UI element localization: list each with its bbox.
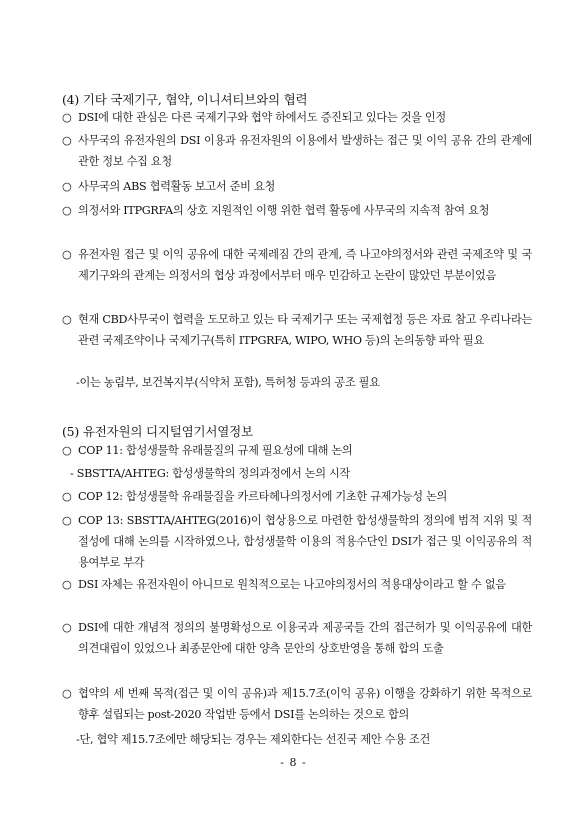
section-5-heading: (5) 유전자원의 디지털염기서열정보 xyxy=(62,424,253,439)
list-item-text: COP 11: 합성생물학 유래물질의 규제 필요성에 대해 논의 xyxy=(78,444,353,457)
sub-note: -이는 농림부, 보건복지부(식약처 포함), 특허청 등과의 공조 필요 xyxy=(76,376,380,389)
bullet-icon: ○ xyxy=(62,490,72,503)
list-item xyxy=(62,486,532,507)
bullet-icon: ○ xyxy=(62,134,72,147)
section-4-heading: (4) 기타 국제기구, 협약, 이니셔티브와의 협력 xyxy=(62,92,308,107)
list-item xyxy=(62,617,532,659)
list-item xyxy=(62,574,532,595)
bullet-icon: ○ xyxy=(62,621,72,634)
bullet-icon: ○ xyxy=(62,180,72,193)
bullet-icon: ○ xyxy=(62,248,72,261)
list-item-text: DSI에 대한 개념적 정의의 불명확성으로 이용국과 제공국들 간의 접근허가 및 이익공유에 대한 의견대립이 있었으나 최종문안에 대한 양측 문안의 상호반영을 통해 합의 도출 xyxy=(78,621,532,655)
bullet-icon: ○ xyxy=(62,687,72,700)
list-item xyxy=(62,176,532,197)
list-item-text: DSI 자체는 유전자원이 아니므로 원칙적으로는 나고야의정서의 적용대상이라고 할 수 없음 xyxy=(78,578,506,591)
page-number: - 8 - xyxy=(280,756,307,769)
bullet-icon: ○ xyxy=(62,514,72,527)
list-item-text: 협약의 세 번째 목적(접근 및 이익 공유)과 제15.7조(이익 공유) 이행을 강화하기 위한 목적으로 향후 설립되는 post-2020 작업반 등에서 DSI를 논의하는 것으로 합의 xyxy=(78,687,532,721)
list-item-text: COP 12: 합성생물학 유래물질을 카르타헤나의정서에 기초한 규제가능성 논의 xyxy=(78,490,447,503)
bullet-icon: ○ xyxy=(62,313,72,326)
list-item xyxy=(62,200,532,221)
list-item xyxy=(62,130,532,172)
bullet-icon: ○ xyxy=(62,111,72,124)
list-item-text: 현재 CBD사무국이 협력을 도모하고 있는 타 국제기구 또는 국제협정 등은 자료 참고 우리나라는 관련 국제조약이나 국제기구(특히 ITPGRFA, WIPO, WHO 등)의 논의동향 파악 필요 xyxy=(78,313,532,347)
sub-note: - SBSTTA/AHTEG: 합성생물학의 정의과정에서 논의 시작 xyxy=(70,467,351,480)
list-item xyxy=(62,309,532,351)
sub-note: -단, 협약 제15.7조에만 해당되는 경우는 제외한다는 선진국 제안 수용 조건 xyxy=(76,733,430,746)
list-item xyxy=(62,510,532,573)
list-item-text: 의정서와 ITPGRFA의 상호 지원적인 이행 위한 협력 활동에 사무국의 지속적 참여 요청 xyxy=(78,204,490,217)
list-item xyxy=(62,244,532,286)
list-item xyxy=(62,683,532,725)
list-item-text: DSI에 대한 관심은 다른 국제기구와 협약 하에서도 증진되고 있다는 것을 인정 xyxy=(78,111,446,124)
list-item-text: 유전자원 접근 및 이익 공유에 대한 국제레짐 간의 관계, 즉 나고야의정서와 관련 국제조약 및 국제기구와의 관계는 의정서의 협상 과정에서부터 매우 민감하고 논란이 많았던 부분이었음 xyxy=(78,248,532,282)
bullet-icon: ○ xyxy=(62,444,72,457)
bullet-icon: ○ xyxy=(62,578,72,591)
list-item-text: COP 13: SBSTTA/AHTEG(2016)이 협상용으로 마련한 합성생물학의 정의에 범적 지위 및 적절성에 대해 논의를 시작하였으나, 합성생물학 이용의 적용수단인 DSI가 접근 및 이익공유의 적용여부로 부각 xyxy=(78,514,532,569)
list-item xyxy=(62,440,532,461)
list-item xyxy=(62,107,532,128)
list-item-text: 사무국의 ABS 협력활동 보고서 준비 요청 xyxy=(78,180,275,193)
list-item-text: 사무국의 유전자원의 DSI 이용과 유전자원의 이용에서 발생하는 접근 및 이익 공유 간의 관계에 관한 정보 수집 요청 xyxy=(78,134,532,168)
bullet-icon: ○ xyxy=(62,204,72,217)
